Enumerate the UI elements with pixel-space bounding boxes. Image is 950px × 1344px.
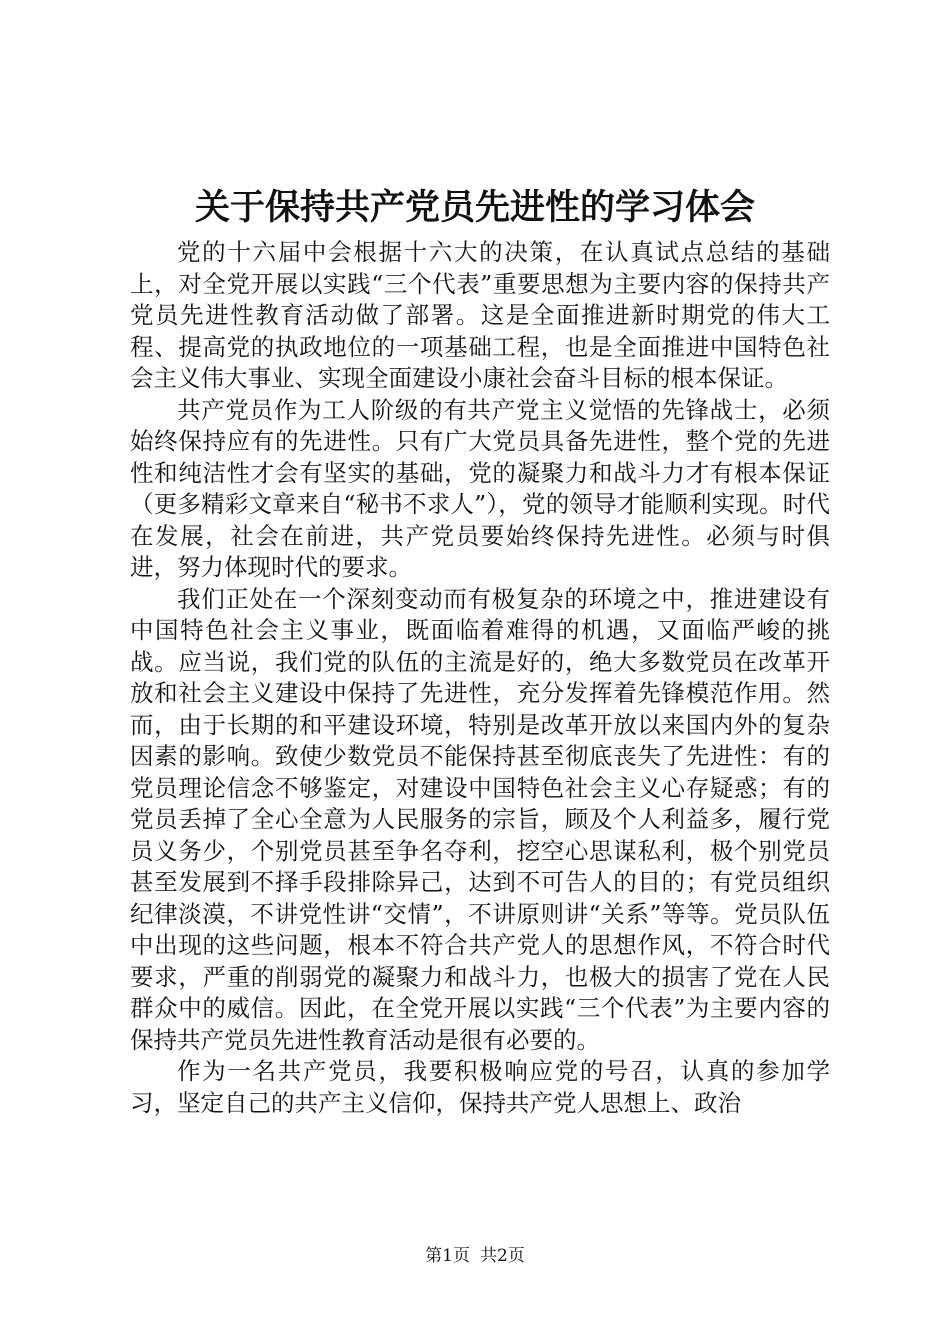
document-body bbox=[130, 237, 830, 1119]
paragraph-1: 党的十六届中会根据十六大的决策，在认真试点总结的基础上，对全党开展以实践“三个代表”重要思想为主要内容的保持共产党员先进性教育活动做了部署。这是全面推进新时期党的伟大工程、提高党的执政地位的一项基础工程，也是全面推进中国特色社会主义伟大事业、实现全面建设小康社会奋斗目标的根本保证。 bbox=[130, 238, 830, 392]
paragraph-4: 作为一名共产党员，我要积极响应党的号召，认真的参加学习，坚定自己的共产主义信仰，保持共产党人思想上、政治 bbox=[130, 1057, 830, 1117]
paragraph-2: 共产党员作为工人阶级的有共产党主义觉悟的先锋战士，必须始终保持应有的先进性。只有广大党员具备先进性，整个党的先进性和纯洁性才会有坚实的基础，党的凝聚力和战斗力才有根本保证（更多精彩文章来自“秘书不求人”），党的领导才能顺利实现。时代在发展，社会在前进，共产党员要始终保持先进性。必须与时俱进，努力体现时代的要求。 bbox=[130, 395, 830, 581]
paragraph-3: 我们正处在一个深刻变动而有极复杂的环境之中，推进建设有中国特色社会主义事业，既面临着难得的机遇，又面临严峻的挑战。应当说，我们党的队伍的主流是好的，绝大多数党员在改革开放和社会主义建设中保持了先进性，充分发挥着先锋模范作用。然而，由于长期的和平建设环境，特别是改革开放以来国内外的复杂因素的影响。致使少数党员不能保持甚至彻底丧失了先进性：有的党员理论信念不够鉴定，对建设中国特色社会主义心存疑惑；有的党员丢掉了全心全意为人民服务的宗旨，顾及个人利益多，履行党员义务少，个别党员甚至争名夺利，挖空心思谋私利，极个别党员甚至发展到不择手段排除异己，达到不可告人的目的；有党员组织纪律淡漠，不讲党性讲“交情”，不讲原则讲“关系”等等。党员队伍中出现的这些问题，根本不符合共产党人的思想作风，不符合时代要求，严重的削弱党的凝聚力和战斗力，也极大的损害了党在人民群众中的威信。因此，在全党开展以实践“三个代表”为主要内容的保持共产党员先进性教育活动是很有必要的。 bbox=[130, 584, 830, 1054]
page-footer bbox=[0, 1245, 950, 1267]
page-number-total: 共2页 bbox=[480, 1246, 525, 1266]
page-number-current: 第1页 bbox=[425, 1246, 470, 1266]
document-title: 关于保持共产党员先进性的学习体会 bbox=[194, 187, 755, 228]
